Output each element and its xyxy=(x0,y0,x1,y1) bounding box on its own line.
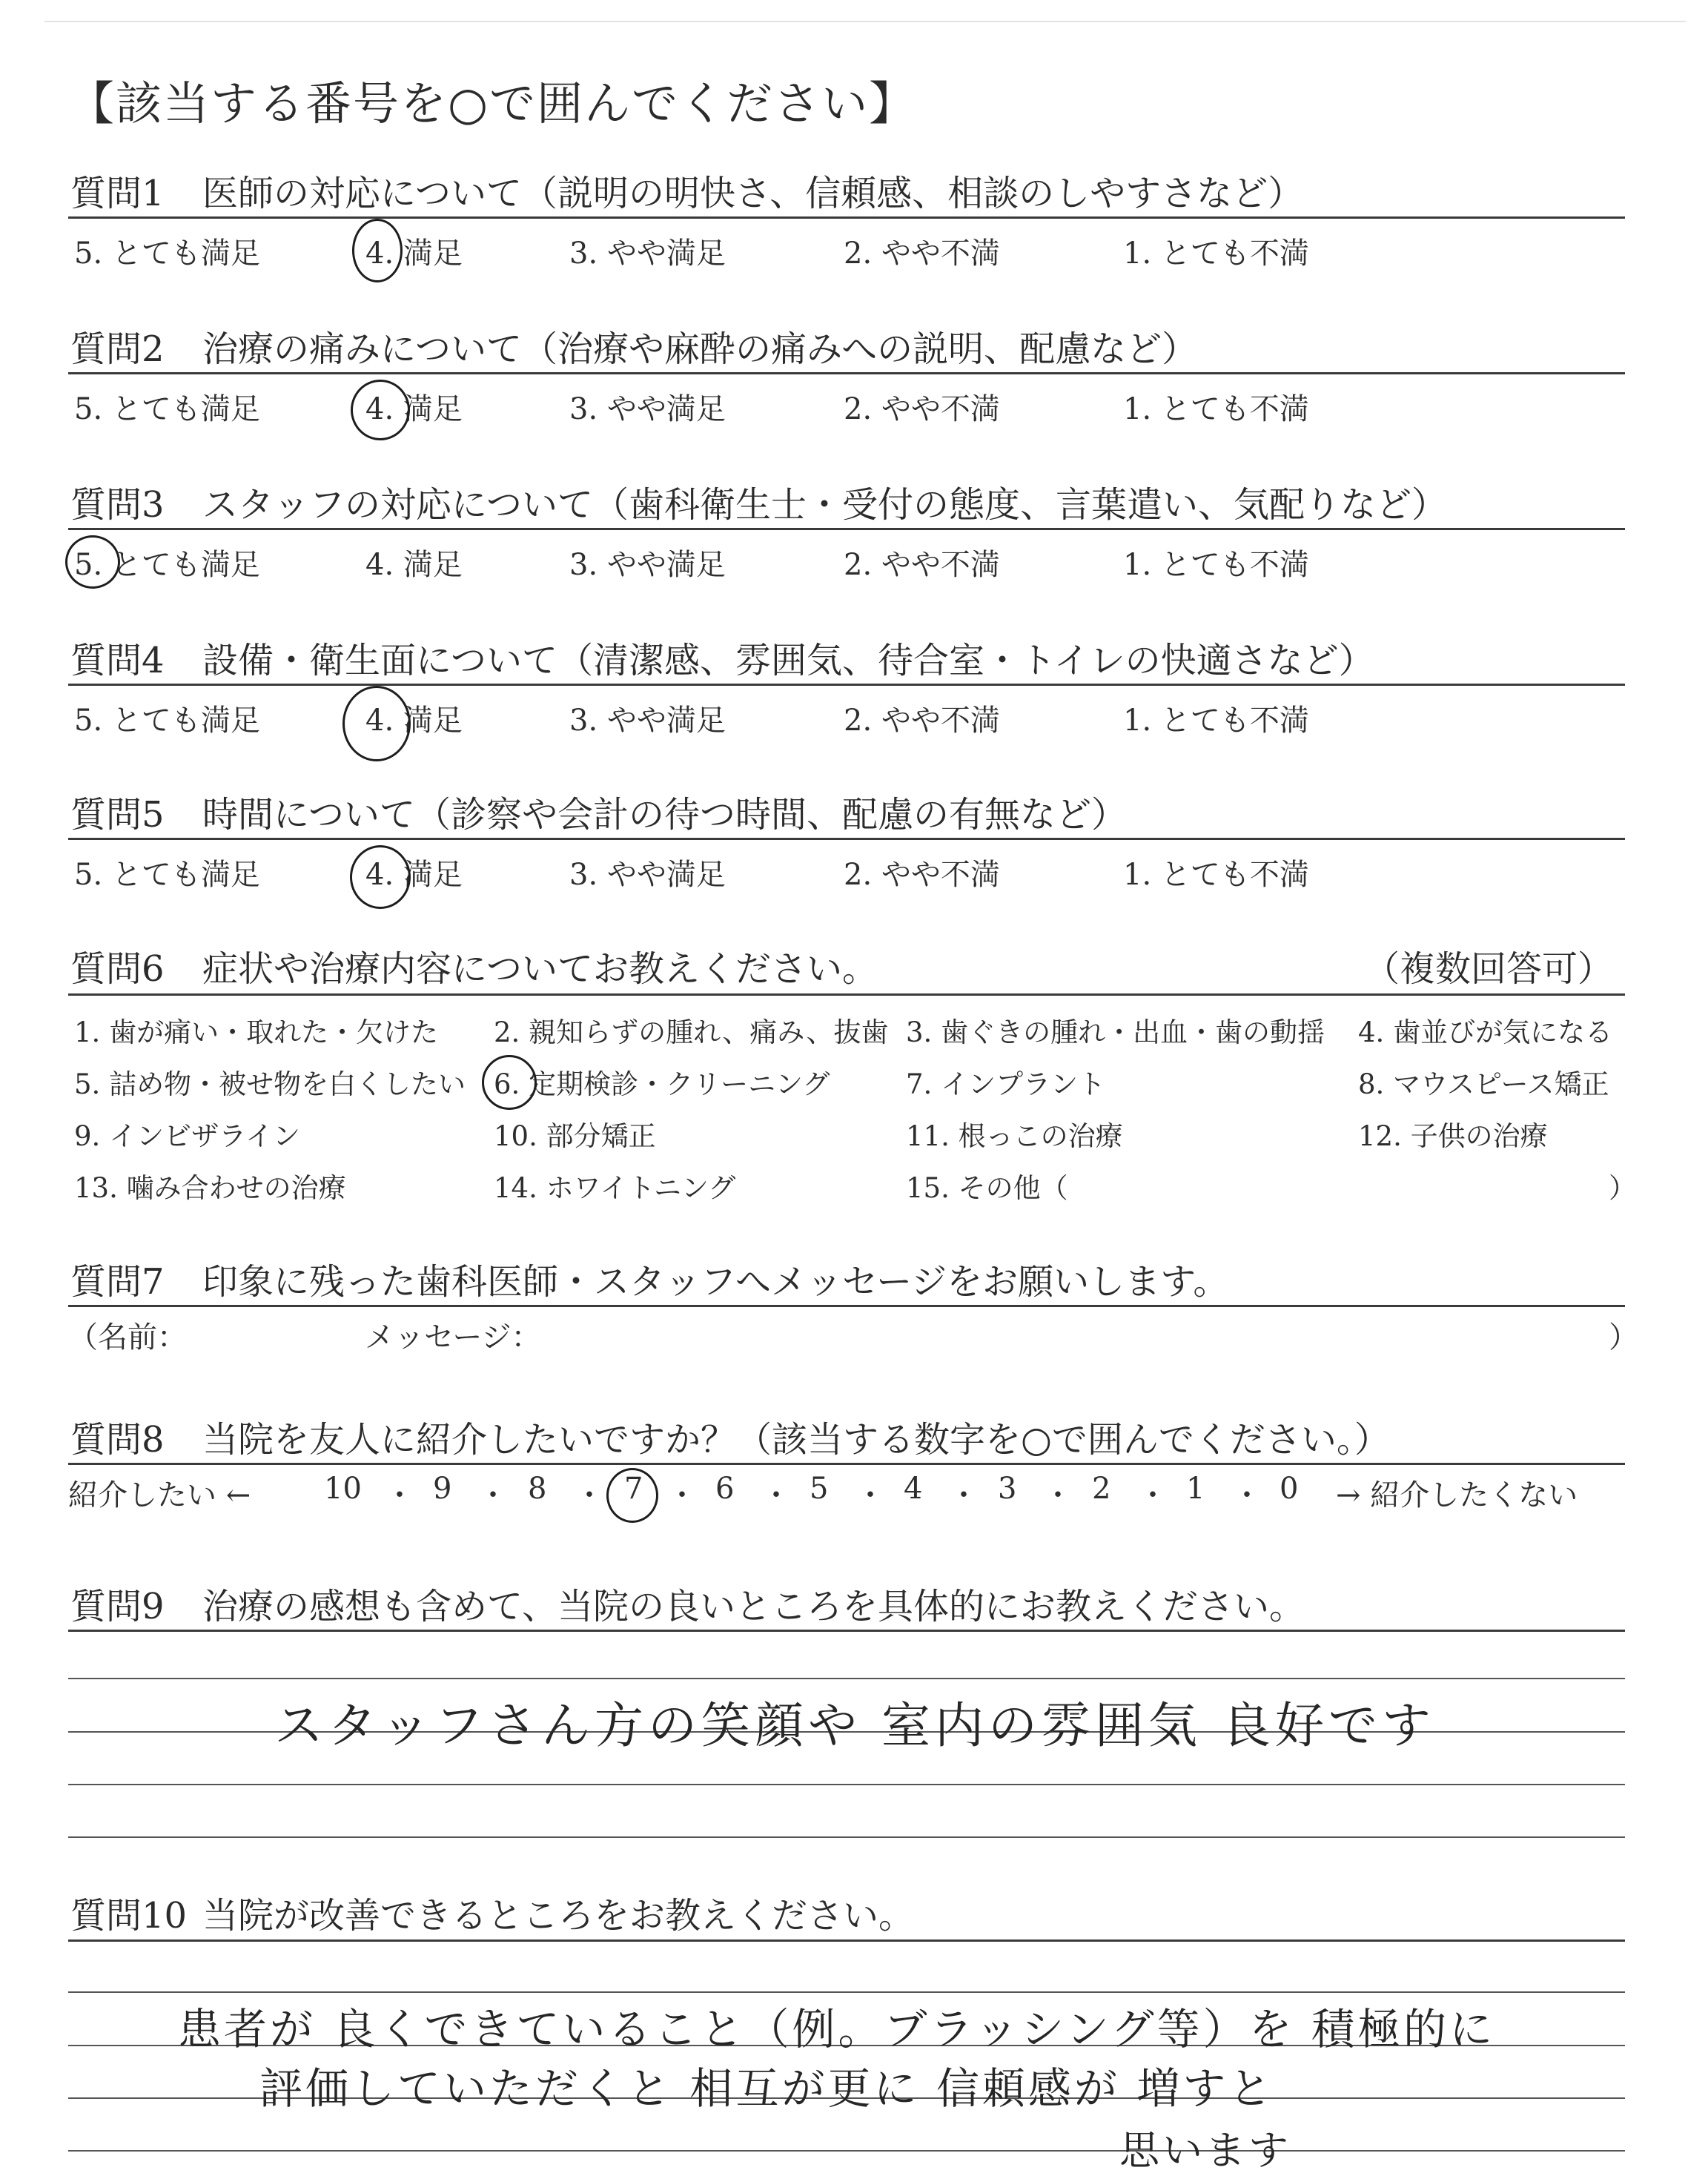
question-7-title xyxy=(70,1253,1228,1304)
option-4[interactable]: 4. 満足 xyxy=(365,548,463,582)
q10-handwritten-line-3: 思います xyxy=(1119,2127,1291,2174)
option-1[interactable]: 1. とても不満 xyxy=(1123,237,1309,271)
selection-circle-q5 xyxy=(350,845,411,909)
question-text: 治療の痛みについて（治療や麻酔の痛みへの説明、配慮など） xyxy=(202,328,1198,370)
q6-option-11[interactable]: 11. 根っこの治療 xyxy=(906,1120,1123,1152)
q6-option-9[interactable]: 9. インビザライン xyxy=(74,1120,300,1152)
q6-option-6[interactable]: 6. 定期検診・クリーニング xyxy=(494,1068,830,1100)
question-label: 質問9 xyxy=(70,1586,165,1627)
question-10-rule xyxy=(68,1939,1625,1942)
question-9-rule xyxy=(68,1630,1625,1632)
question-6-rule xyxy=(68,993,1625,996)
question-3-title xyxy=(70,476,1447,527)
question-text: 当院を友人に紹介したいですか？（該当する数字を○で囲んでください。） xyxy=(202,1419,1390,1461)
question-label: 質問7 xyxy=(70,1261,165,1303)
selection-circle-q2 xyxy=(351,380,410,440)
scale-number-2[interactable]: 2 xyxy=(1092,1472,1111,1506)
page-title: 【該当する番号を○で囲んでください】 xyxy=(68,76,917,130)
scale-dot: ・ xyxy=(478,1478,508,1512)
q6-option-13[interactable]: 13. 噛み合わせの治療 xyxy=(74,1172,346,1204)
option-1[interactable]: 1. とても不満 xyxy=(1123,392,1309,426)
question-8-title xyxy=(70,1411,1390,1462)
option-3[interactable]: 3. やや満足 xyxy=(569,237,726,271)
scale-number-10[interactable]: 10 xyxy=(324,1472,362,1506)
q6-option-3[interactable]: 3. 歯ぐきの腫れ・出血・歯の動揺 xyxy=(906,1016,1325,1048)
question-label: 質問5 xyxy=(70,794,165,836)
scale-dot: ・ xyxy=(575,1478,604,1512)
option-1[interactable]: 1. とても不満 xyxy=(1123,548,1309,582)
question-4-rule xyxy=(68,684,1625,686)
selection-circle-q8 xyxy=(606,1468,658,1523)
option-3[interactable]: 3. やや満足 xyxy=(569,392,726,426)
question-text: 治療の感想も含めて、当院の良いところを具体的にお教えください。 xyxy=(202,1586,1305,1627)
question-text: 症状や治療内容についてお教えください。 xyxy=(202,948,878,990)
scale-number-6[interactable]: 6 xyxy=(715,1472,735,1506)
scale-number-7[interactable]: 7 xyxy=(624,1472,643,1506)
q6-option-14[interactable]: 14. ホワイトニング xyxy=(494,1172,736,1204)
question-text: 設備・衛生面について（清潔感、雰囲気、待合室・トイレの快適さなど） xyxy=(202,640,1374,681)
question-label: 質問8 xyxy=(70,1419,165,1461)
question-2-rule xyxy=(68,372,1625,374)
option-3[interactable]: 3. やや満足 xyxy=(569,704,726,738)
scale-number-1[interactable]: 1 xyxy=(1186,1472,1205,1506)
scale-dot: ・ xyxy=(949,1478,979,1512)
question-text: 医師の対応について（説明の明快さ、信頼感、相談のしやすさなど） xyxy=(202,173,1304,214)
answer-line xyxy=(68,1991,1625,1993)
question-7-rule xyxy=(68,1305,1625,1307)
option-1[interactable]: 1. とても不満 xyxy=(1123,704,1309,738)
scale-dot: ・ xyxy=(1043,1478,1073,1512)
scale-dot: ・ xyxy=(855,1478,885,1512)
q6-option-12[interactable]: 12. 子供の治療 xyxy=(1358,1120,1548,1152)
question-1-rule xyxy=(68,216,1625,219)
question-9-title xyxy=(70,1578,1305,1629)
scale-right-label: → 紹介したくない xyxy=(1336,1478,1578,1512)
scale-dot: ・ xyxy=(385,1478,414,1512)
question-text: 印象に残った歯科医師・スタッフへメッセージをお願いします。 xyxy=(202,1261,1229,1303)
answer-line xyxy=(68,1784,1625,1785)
q6-option-2[interactable]: 2. 親知らずの腫れ、痛み、抜歯 xyxy=(494,1016,889,1048)
option-5[interactable]: 5. とても満足 xyxy=(74,858,260,892)
scale-number-9[interactable]: 9 xyxy=(433,1472,452,1506)
option-2[interactable]: 2. やや不満 xyxy=(844,858,1000,892)
question-label: 質問1 xyxy=(70,173,165,214)
option-5[interactable]: 5. とても満足 xyxy=(74,704,260,738)
question-label: 質問3 xyxy=(70,484,165,526)
q10-handwritten-line-2: 評価していただくと 相互が更に 信頼感が 増すと xyxy=(259,2063,1275,2114)
q9-handwritten-answer: スタッフさん方の笑顔や 室内の雰囲気 良好です xyxy=(274,1697,1435,1754)
question-label: 質問2 xyxy=(70,328,165,370)
scan-edge-line xyxy=(44,21,1686,22)
q6-option-8[interactable]: 8. マウスピース矯正 xyxy=(1358,1068,1609,1100)
option-5[interactable]: 5. とても満足 xyxy=(74,392,260,426)
selection-circle-q4 xyxy=(342,686,411,761)
question-text: 時間について（診察や会計の待つ時間、配慮の有無など） xyxy=(202,794,1128,836)
option-4[interactable]: 4. 満足 xyxy=(365,858,463,892)
referral-scale xyxy=(68,1472,1625,1513)
scale-number-5[interactable]: 5 xyxy=(810,1472,829,1506)
option-1[interactable]: 1. とても不満 xyxy=(1123,858,1309,892)
option-2[interactable]: 2. やや不満 xyxy=(844,392,1000,426)
selection-circle-q6 xyxy=(482,1055,537,1110)
scale-dot: ・ xyxy=(1232,1478,1262,1512)
message-close-paren: ） xyxy=(1609,1320,1638,1355)
question-5-rule xyxy=(68,838,1625,840)
answer-line xyxy=(68,2150,1625,2152)
scale-dot: ・ xyxy=(761,1478,791,1512)
scale-number-4[interactable]: 4 xyxy=(904,1472,923,1506)
question-text: スタッフの対応について（歯科衛生士・受付の態度、言葉遣い、気配りなど） xyxy=(202,484,1448,526)
scale-dot: ・ xyxy=(667,1478,697,1512)
question-3-rule xyxy=(68,528,1625,530)
option-4[interactable]: 4. 満足 xyxy=(365,237,463,271)
q6-option-10[interactable]: 10. 部分矯正 xyxy=(494,1120,656,1152)
option-4[interactable]: 4. 満足 xyxy=(365,392,463,426)
question-label: 質問4 xyxy=(70,640,165,681)
question-label: 質問6 xyxy=(70,948,165,990)
scale-number-0[interactable]: 0 xyxy=(1280,1472,1299,1506)
name-label: （名前： xyxy=(68,1320,187,1355)
question-label: 質問10 xyxy=(70,1895,188,1937)
selection-circle-q1 xyxy=(352,219,403,282)
option-2[interactable]: 2. やや不満 xyxy=(844,237,1000,271)
message-label: メッセージ： xyxy=(365,1320,541,1355)
question-6-title xyxy=(70,940,1614,991)
question-10-title xyxy=(70,1887,914,1938)
q6-option-7[interactable]: 7. インプラント xyxy=(906,1068,1106,1100)
q6-option-4[interactable]: 4. 歯並びが気になる xyxy=(1358,1016,1613,1048)
selection-circle-q3 xyxy=(65,535,120,589)
scale-number-8[interactable]: 8 xyxy=(528,1472,547,1506)
multiple-answer-note: （複数回答可） xyxy=(1364,948,1614,990)
q6-option-5[interactable]: 5. 詰め物・被せ物を白くしたい xyxy=(74,1068,466,1100)
question-text: 当院が改善できるところをお教えください。 xyxy=(202,1895,915,1937)
option-5[interactable]: 5. とても満足 xyxy=(74,237,260,271)
option-5[interactable]: 5. とても満足 xyxy=(74,548,260,582)
scale-left-label: 紹介したい ← xyxy=(68,1478,251,1512)
scale-dot: ・ xyxy=(1138,1478,1168,1512)
option-4[interactable]: 4. 満足 xyxy=(365,704,463,738)
q6-option-15-close: ） xyxy=(1609,1172,1636,1204)
option-2[interactable]: 2. やや不満 xyxy=(844,548,1000,582)
q10-handwritten-line-1: 患者が 良くできていること（例。ブラッシング等）を 積極的に xyxy=(178,2004,1496,2054)
scale-number-3[interactable]: 3 xyxy=(998,1472,1017,1506)
answer-line xyxy=(68,1678,1625,1679)
q6-option-1[interactable]: 1. 歯が痛い・取れた・欠けた xyxy=(74,1016,439,1048)
question-2-title xyxy=(70,320,1197,371)
q6-option-15[interactable]: 15. その他（ xyxy=(906,1172,1068,1204)
option-3[interactable]: 3. やや満足 xyxy=(569,548,726,582)
answer-line xyxy=(68,1836,1625,1838)
question-8-rule xyxy=(68,1463,1625,1465)
option-3[interactable]: 3. やや満足 xyxy=(569,858,726,892)
question-1-title xyxy=(70,165,1303,216)
option-2[interactable]: 2. やや不満 xyxy=(844,704,1000,738)
question-5-title xyxy=(70,786,1127,837)
question-4-title xyxy=(70,632,1374,683)
